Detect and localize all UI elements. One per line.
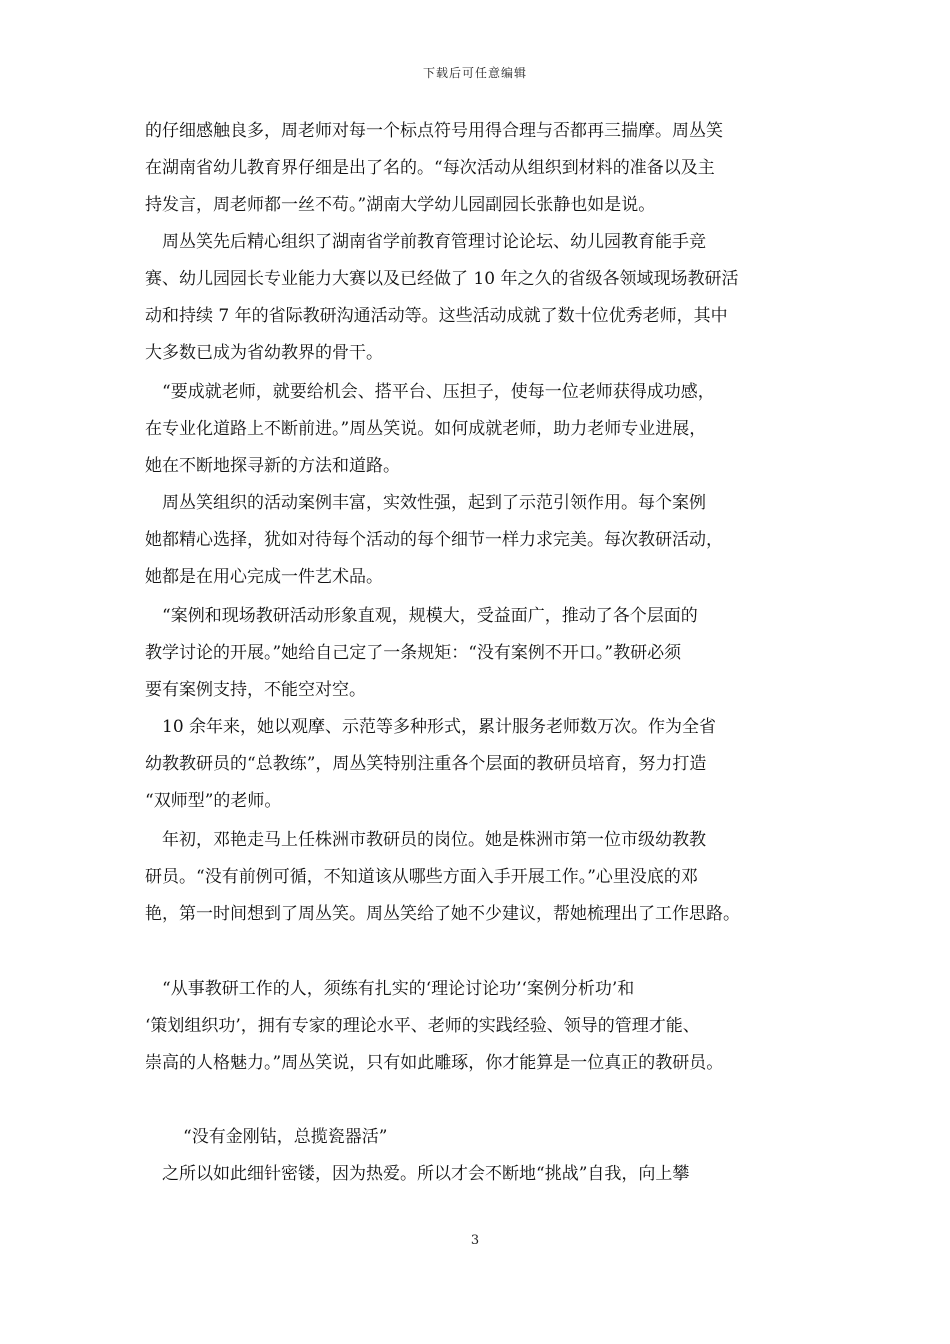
text-line: 动和持续 7 年的省际教研沟通活动等。这些活动成就了数十位优秀老师，其中: [145, 306, 728, 326]
text-line: 周丛笑先后精心组织了湖南省学前教育管理讨论论坛、幼儿园教育能手竞: [145, 232, 706, 252]
text-line: 持发言，周老师都一丝不苟。”湖南大学幼儿园副园长张静也如是说。: [145, 195, 656, 215]
text-line: 她在不断地探寻新的方法和道路。: [145, 456, 400, 476]
text-line: 周丛笑组织的活动案例丰富，实效性强，起到了示范引领作用。每个案例: [145, 493, 706, 513]
text-line: “双师型”的老师。: [145, 791, 282, 811]
text-line: 研员。“没有前例可循，不知道该从哪些方面入手开展工作。”心里没底的邓: [145, 867, 698, 887]
text-line: 在专业化道路上不断前进。”周丛笑说。如何成就老师，助力老师专业进展，: [145, 419, 707, 439]
text-line: 赛、幼儿园园长专业能力大赛以及已经做了 10 年之久的省级各领域现场教研活: [145, 269, 739, 289]
text-line: 崇高的人格魅力。”周丛笑说，只有如此雕琢，你才能算是一位真正的教研员。: [145, 1053, 724, 1073]
text-line: 大多数已成为省幼教界的骨干。: [145, 343, 383, 363]
text-line: 之所以如此细针密镂，因为热爱。所以才会不断地“挑战”自我，向上攀: [145, 1164, 690, 1184]
text-line: “从事教研工作的人，须练有扎实的‘理论讨论功’‘案例分析功’和: [145, 979, 635, 999]
text-line: 年初，邓艳走马上任株洲市教研员的岗位。她是株洲市第一位市级幼教教: [145, 830, 706, 850]
text-line: 要有案例支持，不能空对空。: [145, 680, 366, 700]
text-line: “要成就老师，就要给机会、搭平台、压担子，使每一位老师获得成功感，: [145, 382, 715, 402]
text-line: ‘策划组织功’，拥有专家的理论水平、老师的实践经验、领导的管理才能、: [145, 1016, 700, 1036]
page-number: 3: [470, 1233, 480, 1248]
page-header: 下载后可任意编辑: [422, 66, 527, 80]
text-line: 10 余年来，她以观摩、示范等多种形式，累计服务老师数万次。作为全省: [145, 717, 717, 737]
text-line: 教学讨论的开展。”她给自己定了一条规矩：“没有案例不开口。”教研必须: [145, 643, 682, 663]
text-line: “案例和现场教研活动形象直观，规模大，受益面广，推动了各个层面的: [145, 606, 698, 626]
text-line: 她都是在用心完成一件艺术品。: [145, 567, 383, 587]
text-line: 在湖南省幼儿教育界仔细是出了名的。“每次活动从组织到材料的准备以及主: [145, 158, 715, 178]
text-line: 的仔细感触良多，周老师对每一个标点符号用得合理与否都再三揣摩。周丛笑: [145, 121, 723, 141]
text-line: 幼教教研员的“总教练”，周丛笑特别注重各个层面的教研员培育，努力打造: [145, 754, 707, 774]
text-line: 艳，第一时间想到了周丛笑。周丛笑给了她不少建议，帮她梳理出了工作思路。: [145, 904, 740, 924]
text-line: 她都精心选择，犹如对待每个活动的每个细节一样力求完美。每次教研活动，: [145, 530, 723, 550]
section-heading: “没有金刚钻，总揽瓷器活”: [183, 1127, 388, 1147]
